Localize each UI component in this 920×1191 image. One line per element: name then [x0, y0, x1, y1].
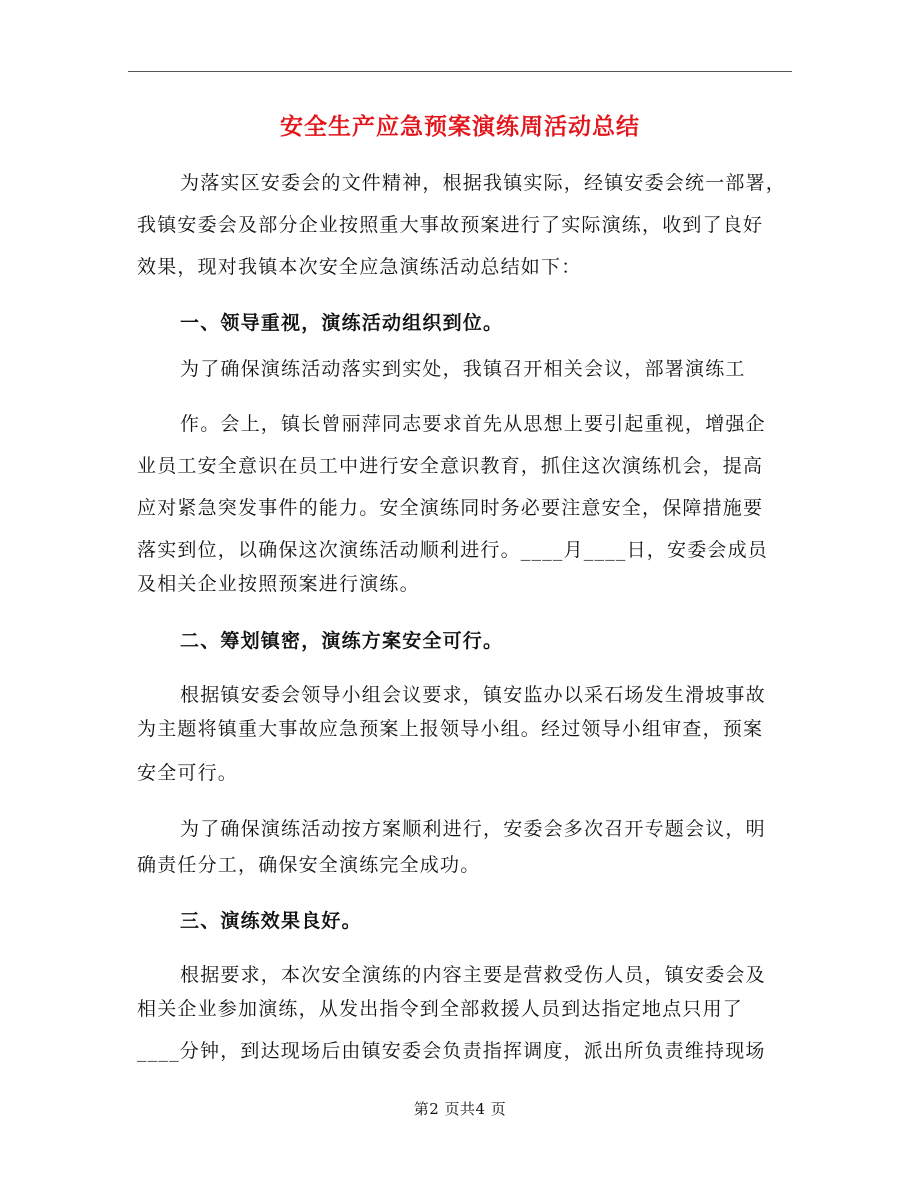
section-heading-3: 三、演练效果良好。 [180, 910, 362, 932]
page-number: 第2 页共4 页 [413, 1100, 507, 1118]
paragraph-line: 为主题将镇重大事故应急预案上报领导小组。经过领导小组审查，预案 [137, 718, 764, 740]
paragraph-line: 根据要求，本次安全演练的内容主要是营救受伤人员，镇安委会及 [180, 964, 766, 986]
paragraph-line: 应对紧急突发事件的能力。安全演练同时务必要注意安全，保障措施要 [137, 497, 764, 519]
paragraph-line: 及相关企业按照预案进行演练。 [137, 573, 420, 595]
paragraph-line: 业员工安全意识在员工中进行安全意识教育，抓住这次演练机会，提高 [137, 455, 764, 477]
paragraph-line: 相关企业参加演练，从发出指令到全部救援人员到达指定地点只用了 [137, 998, 744, 1020]
paragraph-line: 作。会上，镇长曾丽萍同志要求首先从思想上要引起重视，增强企 [180, 413, 766, 435]
paragraph-line: 我镇安委会及部分企业按照重大事故预案进行了实际演练，收到了良好 [137, 214, 764, 236]
paragraph-line: 根据镇安委会领导小组会议要求，镇安监办以采石场发生滑坡事故 [180, 684, 766, 706]
paragraph-line: 落实到位，以确保这次演练活动顺利进行。____月____日，安委会成员 [137, 539, 769, 561]
paragraph-line: 安全可行。 [137, 762, 239, 784]
header-rule [128, 71, 792, 72]
paragraph-line: ____分钟，到达现场后由镇安委会负责指挥调度，派出所负责维持现场 [137, 1040, 766, 1062]
paragraph-line: 为落实区安委会的文件精神，根据我镇实际，经镇安委会统一部署， [180, 172, 787, 194]
paragraph-line: 为了确保演练活动按方案顺利进行，安委会多次召开专题会议，明 [180, 818, 766, 840]
section-heading-2: 二、筹划镇密，演练方案安全可行。 [180, 630, 504, 652]
paragraph-line: 确责任分工，确保安全演练完全成功。 [137, 854, 481, 876]
section-heading-1: 一、领导重视，演练活动组织到位。 [180, 312, 504, 334]
paragraph-line: 效果，现对我镇本次安全应急演练活动总结如下： [137, 256, 582, 278]
document-title: 安全生产应急预案演练周活动总结 [280, 113, 640, 140]
paragraph-line: 为了确保演练活动落实到实处，我镇召开相关会议，部署演练工 [180, 358, 746, 380]
